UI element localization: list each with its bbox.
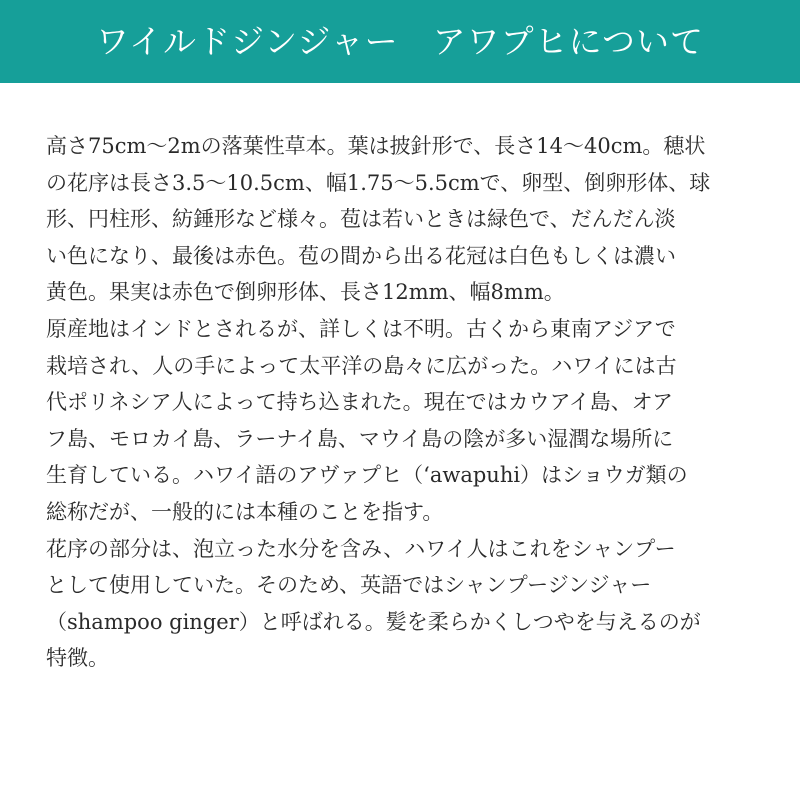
text-line: 特徴。 [46, 646, 109, 671]
text-line: 生育している。ハワイ語のアヴァプヒ（‘awapuhi）はショウガ類の [46, 463, 688, 488]
text-line: い色になり、最後は赤色。苞の間から出る花冠は白色もしくは濃い [46, 243, 676, 268]
text-line: （shampoo ginger）と呼ばれる。髪を柔らかくしつやを与えるのが [46, 609, 701, 634]
text-line: の花序は長さ3.5〜10.5cm、幅1.75〜5.5cmで、卵型、倒卵形体、球 [46, 170, 711, 195]
text-line: 黄色。果実は赤色で倒卵形体、長さ12mm、幅8mm。 [46, 280, 565, 305]
text-line: 花序の部分は、泡立った水分を含み、ハワイ人はこれをシャンプー [46, 536, 676, 561]
text-line: として使用していた。そのため、英語ではシャンプージンジャー [46, 573, 652, 598]
text-line: 原産地はインドとされるが、詳しくは不明。古くから東南アジアで [46, 316, 676, 341]
page-title: ワイルドジンジャー アワプヒについて [95, 22, 705, 61]
header-banner [0, 0, 800, 83]
text-line: 代ポリネシア人によって持ち込まれた。現在ではカウアイ島、オア [46, 390, 674, 415]
text-line: 栽培され、人の手によって太平洋の島々に広がった。ハワイには古 [46, 353, 677, 378]
text-line: フ島、モロカイ島、ラーナイ島、マウイ島の陰が多い湿潤な場所に [46, 426, 674, 451]
paragraph-usage [46, 531, 754, 677]
text-line: 高さ75cm〜2mの落葉性草本。葉は披針形で、長さ14〜40cm。穂状 [46, 134, 706, 158]
article-body [46, 128, 754, 677]
text-line: 総称だが、一般的には本種のことを指す。 [46, 499, 444, 524]
text-line: 形、円柱形、紡錘形など様々。苞は若いときは緑色で、だんだん淡 [46, 207, 676, 232]
paragraph-description [46, 128, 754, 311]
paragraph-origin [46, 311, 754, 531]
